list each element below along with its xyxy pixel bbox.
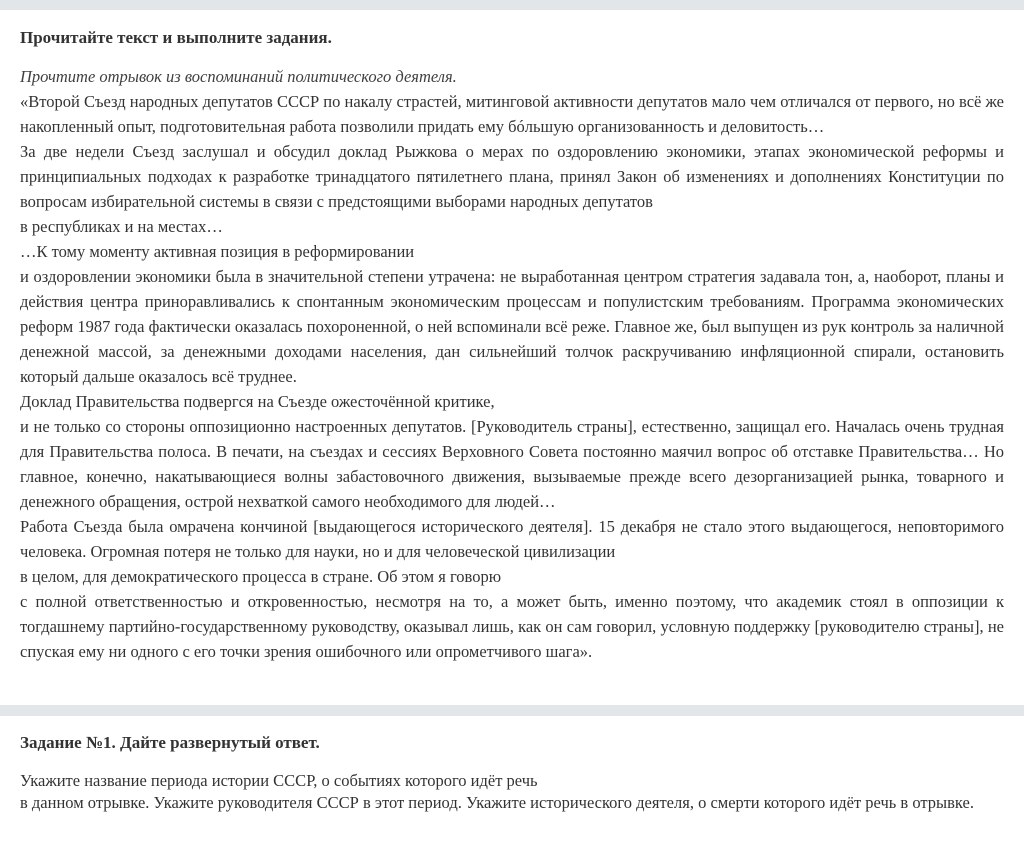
passage-paragraph: За две недели Съезд заслушал и обсудил доклад Рыжкова о мерах по оздоровлению экономики, этапах экономической реформы и принципиальных подходах к разработке тринадцатого пятилетнего плана, принял Закон об изменениях и дополнениях Конституции по вопросам избирательной системы в связи с предстоящими выборами народных депутатов — [20, 142, 1004, 211]
passage-paragraph: и оздоровлении экономики была в значительной степени утрачена: не выработанная центром стратегия задавала тон, а, наоборот, планы и действия центра приноравливались к спонтанным экономическим процессам и популистским требованиям. Программа экономических реформ 1987 года фактически оказалась похороненной, о ней вспоминали всё реже. Главное же, был выпущен из рук контроль за наличной денежной массой, за денежными доходами населения, дан сильнейший толчок раскручиванию инфляционной спирали, остановить который дальше оказалось всё труднее. — [20, 267, 1004, 386]
reading-section — [20, 26, 1004, 664]
instruction-title: Прочитайте текст и выполните задания. — [20, 28, 332, 47]
passage-paragraph: в целом, для демократического процесса в стране. Об этом я говорю — [20, 567, 502, 586]
task-title: Задание №1. Дайте развернутый ответ. — [20, 733, 320, 752]
task-text-line: в данном отрывке. Укажите руководителя СССР в этот период. Укажите исторического деятеля, о смерти которого идёт речь в отрывке. — [20, 792, 974, 812]
passage-paragraph: Доклад Правительства подвергся на Съезде ожесточённой критике, — [20, 392, 495, 411]
passage-paragraph: с полной ответственностью и откровенностью, несмотря на то, а может быть, именно поэтому, что академик стоял в оппозиции к тогдашнему партийно-государственному руководству, оказывал лишь, как он сам говорил, условную поддержку [руководителю страны], не спуская ему ни одного с его точки зрения ошибочного или опрометчивого шага». — [20, 592, 1004, 661]
section-divider-bar — [0, 705, 1024, 716]
task-text-line: Укажите название периода истории СССР, о событиях которого идёт речь — [20, 771, 538, 790]
passage-paragraph: и не только со стороны оппозиционно настроенных депутатов. [Руководитель страны], естественно, защищал его. Началась очень трудная для Правительства полоса. В печати, на съездах и сессиях Верховного Совета постоянно маячил вопрос об отставке Правительства… Но главное, конечно, накатывающиеся волны забастовочного движения, вызываемые прежде всего дезорганизацией рынка, товарного и денежного обращения, острой нехваткой самого необходимого для людей… — [20, 417, 1004, 511]
top-divider-bar — [0, 0, 1024, 10]
task-section — [20, 731, 1004, 813]
passage-paragraph: «Второй Съезд народных депутатов СССР по накалу страстей, митинговой активности депутатов мало чем отличался от первого, но всё же накопленный опыт, подготовительная работа позволили придать ему бóльшую организованность и деловитость… — [20, 92, 1004, 136]
passage-subtitle: Прочтите отрывок из воспоминаний политического деятеля. — [20, 67, 457, 86]
passage-paragraph: в республиках и на местах… — [20, 217, 223, 236]
passage-text — [20, 89, 1004, 664]
passage-paragraph: …К тому моменту активная позиция в реформировании — [20, 242, 415, 261]
passage-paragraph: Работа Съезда была омрачена кончиной [выдающегося исторического деятеля]. 15 декабря не стало этого выдающегося, неповторимого человека. Огромная потеря не только для науки, но и для человеческой цивилизации — [20, 517, 1004, 561]
